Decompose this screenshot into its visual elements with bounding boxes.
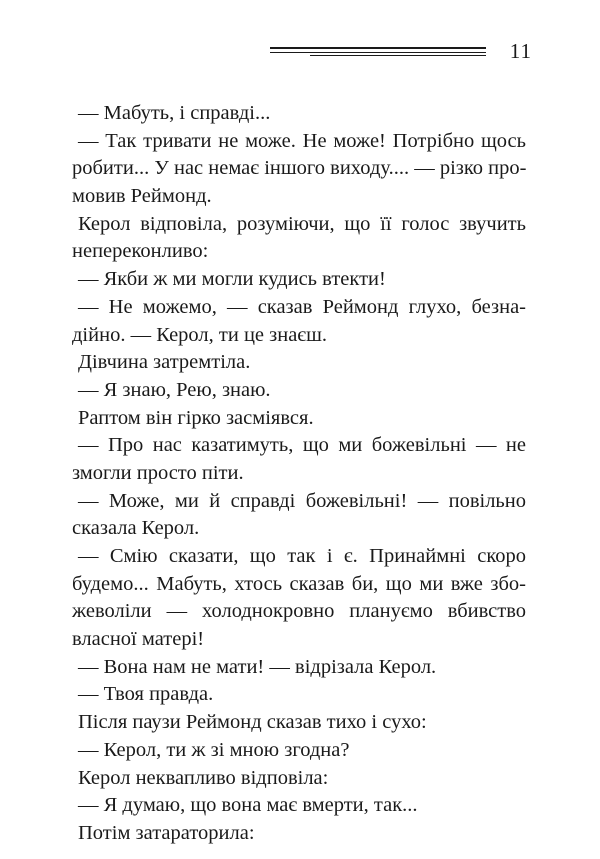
header-rule-thick [270, 47, 486, 49]
text-line: Після паузи Реймонд сказав тихо і сухо: [78, 711, 427, 734]
text-line: — Вона нам не мати! — відрізала Керол. [78, 655, 437, 678]
page-number: 11 [509, 39, 532, 63]
text-line: дійно. — Керол, ти це знаєш. [72, 323, 328, 346]
text-line: Керол відповіла, розуміючи, що її голос звучить [78, 212, 526, 235]
text-line: — Твоя правда. [78, 683, 214, 706]
text-line: — Керол, ти ж зі мною згодна? [78, 738, 350, 761]
text-line: мовив Реймонд. [72, 185, 212, 208]
text-line: сказала Керол. [72, 517, 200, 540]
text-line: — Я думаю, що вона має вмерти, так... [78, 794, 418, 817]
text-line: Раптом він гірко засміявся. [78, 406, 314, 429]
text-line: Потім затараторила: [78, 821, 255, 844]
text-line: Дівчина затремтіла. [78, 351, 251, 374]
text-line: Керол неквапливо відповіла: [78, 766, 329, 789]
text-line: робити... У нас немає іншого виходу.... — різко про- [72, 157, 527, 180]
text-line: змогли просто піти. [72, 461, 244, 484]
text-line: жеволіли — холоднокровно плануємо вбивство [72, 600, 526, 623]
text-line: — Так тривати не може. Не може! Потрібно щось [78, 129, 526, 152]
text-line: — Не можемо, — сказав Реймонд глухо, безна- [78, 295, 526, 318]
text-line: — Я знаю, Рею, знаю. [78, 378, 271, 401]
text-line: власної матері! [72, 628, 205, 651]
text-line: — Якби ж ми могли кудись втекти! [78, 268, 386, 291]
text-line: — Смію сказати, що так і є. Принаймні скоро [78, 545, 526, 567]
header-rule-thin [270, 52, 486, 53]
body-text [72, 100, 526, 848]
text-line: будемо... Мабуть, хтось сказав би, що ми вже збо- [72, 572, 526, 595]
text-line: — Може, ми й справді божевільні! — повільно [78, 489, 526, 512]
text-line: — Про нас казатимуть, що ми божевільні — не [78, 434, 526, 457]
header-rule-thin-short [310, 55, 486, 56]
text-line: непереконливо: [72, 240, 209, 263]
text-line: — Мабуть, і справді... [78, 102, 271, 124]
header-rule-ornament [270, 47, 486, 58]
running-header [270, 38, 532, 64]
